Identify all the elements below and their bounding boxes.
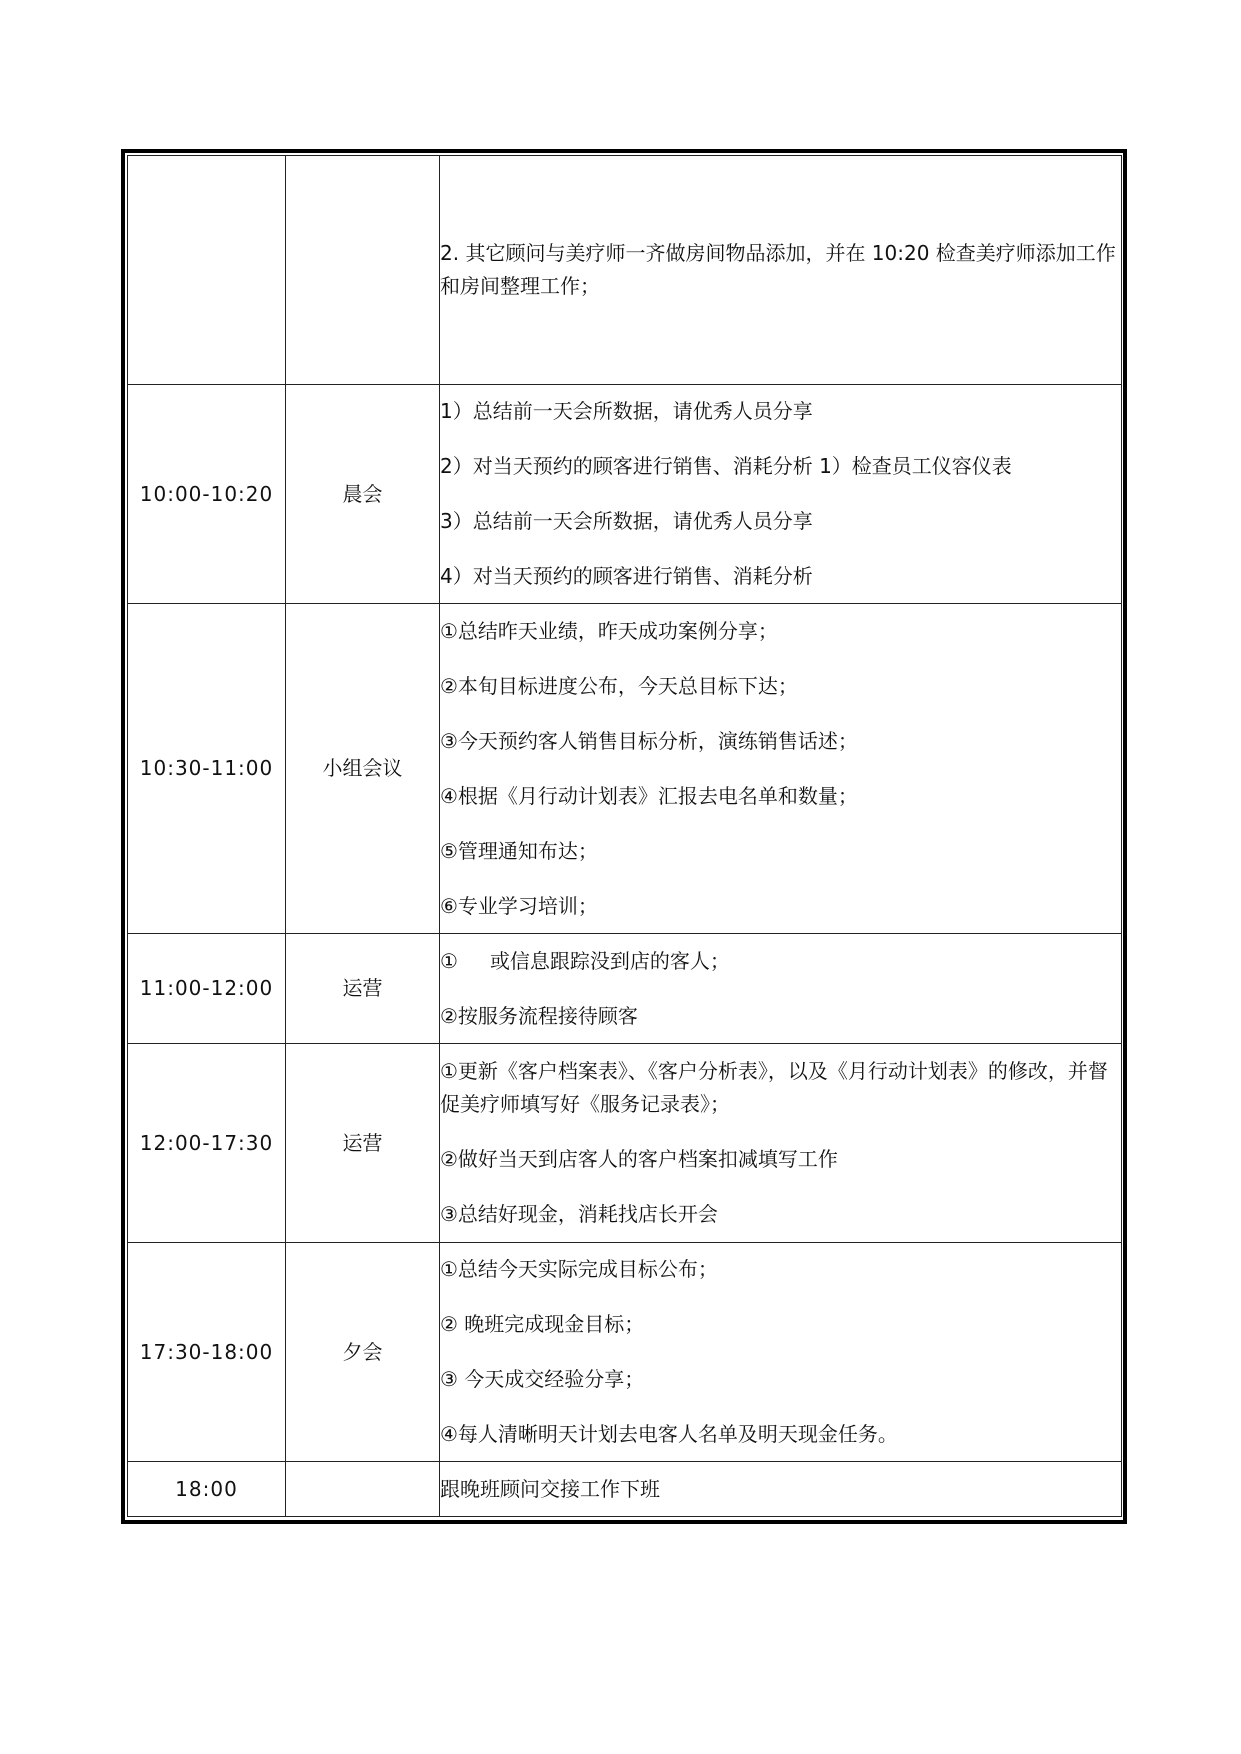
time-cell: 10:30-11:00 bbox=[128, 604, 286, 934]
topic-cell bbox=[286, 156, 440, 385]
list-item: ③总结好现金，消耗找店长开会 bbox=[440, 1202, 718, 1226]
time-cell: 17:30-18:00 bbox=[128, 1243, 286, 1462]
time-cell: 12:00-17:30 bbox=[128, 1044, 286, 1243]
table-row bbox=[128, 156, 1122, 385]
item-number: ① bbox=[440, 948, 458, 973]
list-item: ①更新《客户档案表》、《客户分析表》，以及《月行动计划表》的修改，并督促美疗师填写好《服务记录表》； bbox=[440, 1059, 1108, 1116]
time-cell: 10:00-10:20 bbox=[128, 385, 286, 604]
list-item: ② 晚班完成现金目标； bbox=[440, 1312, 645, 1336]
table-row bbox=[128, 934, 1122, 1044]
table-row bbox=[128, 385, 1122, 604]
table-row bbox=[128, 604, 1122, 934]
list-item: 2. 其它顾问与美疗师一齐做房间物品添加，并在 10:20 检查美疗师添加工作和房间整理工作； bbox=[440, 241, 1116, 298]
topic-cell: 夕会 bbox=[286, 1243, 440, 1462]
items-cell bbox=[440, 156, 1122, 385]
list-item: ⑥专业学习培训； bbox=[440, 893, 598, 918]
table-row bbox=[128, 1044, 1122, 1243]
table-row bbox=[128, 1462, 1122, 1517]
list-item: 跟晚班顾问交接工作下班 bbox=[440, 1476, 660, 1501]
list-item: ②做好当天到店客人的客户档案扣减填写工作 bbox=[440, 1147, 838, 1171]
list-item: 4）对当天预约的顾客进行销售、消耗分析 bbox=[440, 564, 813, 588]
topic-cell: 运营 bbox=[286, 1044, 440, 1243]
topic-cell: 运营 bbox=[286, 934, 440, 1044]
item-text: 或信息跟踪没到店的客人； bbox=[489, 948, 730, 973]
items-cell bbox=[440, 1243, 1122, 1462]
items-cell bbox=[440, 1462, 1122, 1517]
items-cell bbox=[440, 604, 1122, 934]
list-item: ④根据《月行动计划表》汇报去电名单和数量； bbox=[440, 783, 858, 808]
list-item: ②按服务流程接待顾客 bbox=[440, 1003, 638, 1028]
time-cell: 11:00-12:00 bbox=[128, 934, 286, 1044]
time-cell bbox=[128, 156, 286, 385]
list-item: 1）总结前一天会所数据，请优秀人员分享 bbox=[440, 399, 813, 423]
list-item: ①总结今天实际完成目标公布； bbox=[440, 1257, 718, 1281]
schedule-table bbox=[127, 155, 1122, 1517]
items-cell bbox=[440, 934, 1122, 1044]
topic-cell: 晨会 bbox=[286, 385, 440, 604]
list-item: ④每人清晰明天计划去电客人名单及明天现金任务。 bbox=[440, 1422, 898, 1446]
items-cell bbox=[440, 385, 1122, 604]
topic-cell: 小组会议 bbox=[286, 604, 440, 934]
list-item: ③ 今天成交经验分享； bbox=[440, 1367, 645, 1391]
list-item: 3）总结前一天会所数据，请优秀人员分享 bbox=[440, 509, 813, 533]
table-row bbox=[128, 1243, 1122, 1462]
list-item: ⑤管理通知布达； bbox=[440, 838, 598, 863]
list-item bbox=[440, 945, 1121, 978]
time-cell: 18:00 bbox=[128, 1462, 286, 1517]
list-item: 2）对当天预约的顾客进行销售、消耗分析 1）检查员工仪容仪表 bbox=[440, 454, 1012, 478]
list-item: ①总结昨天业绩，昨天成功案例分享； bbox=[440, 618, 778, 643]
list-item: ②本旬目标进度公布，今天总目标下达； bbox=[440, 673, 798, 698]
items-cell bbox=[440, 1044, 1122, 1243]
topic-cell bbox=[286, 1462, 440, 1517]
list-item: ③今天预约客人销售目标分析，演练销售话述； bbox=[440, 728, 858, 753]
